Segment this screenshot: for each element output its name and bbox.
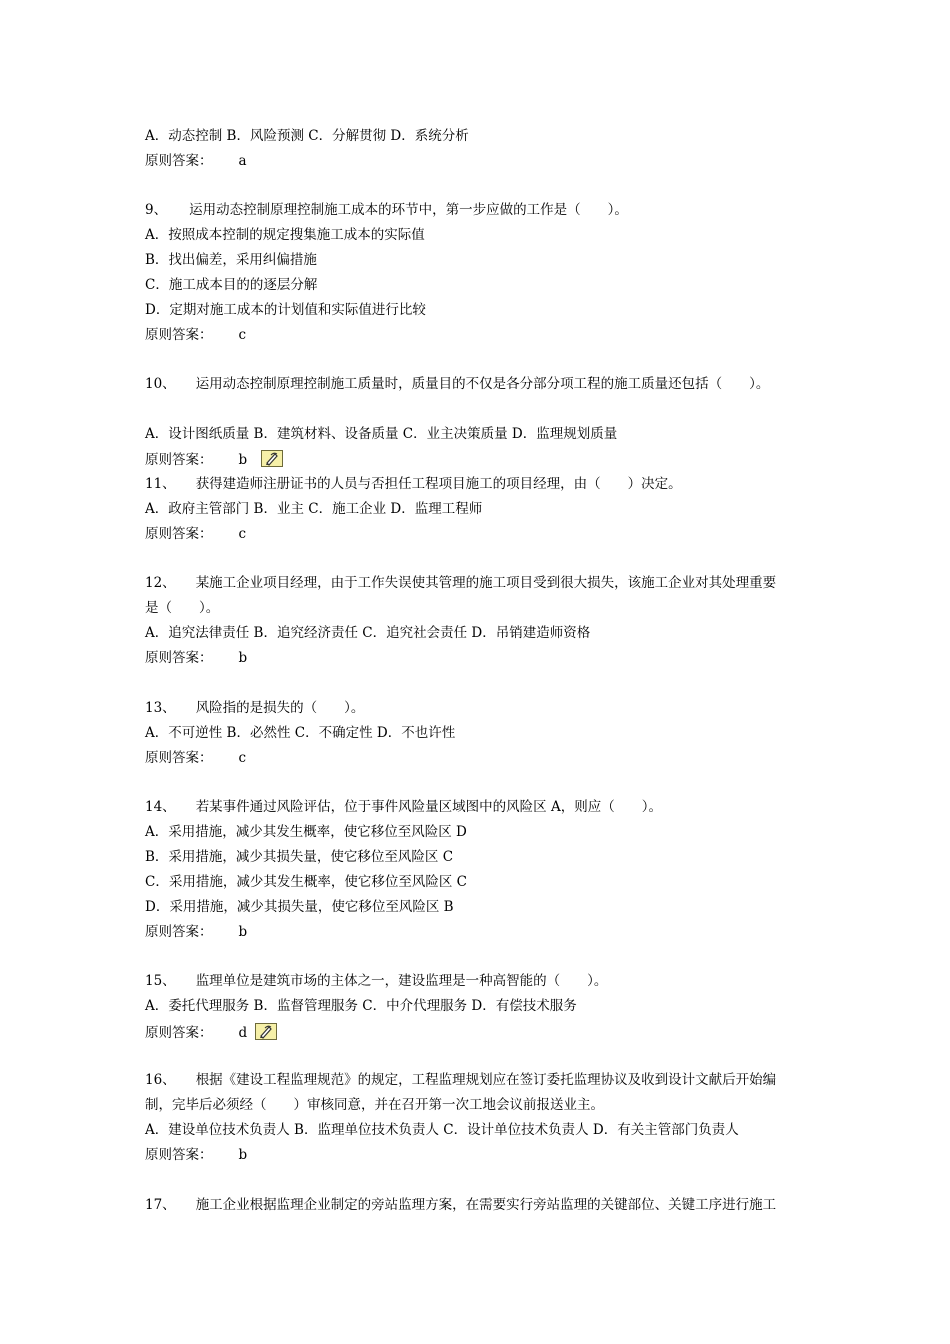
q11-answer: 原则答案： c (145, 526, 247, 542)
annotation-pencil-icon[interactable] (255, 1023, 277, 1040)
annotation-pencil-icon[interactable] (261, 450, 283, 467)
q12-question-cont: 是（ ）。 (145, 600, 220, 616)
q15-answer: 原则答案： d (145, 1023, 277, 1042)
q15-options: A．委托代理服务 B．监督管理服务 C．中介代理服务 D．有偿技术服务 (145, 998, 577, 1014)
q17-question: 17、 施工企业根据监理企业制定的旁站监理方案，在需要实行旁站监理的关键部位、关键工序进行施工 (145, 1197, 777, 1213)
q14-option-c: C．采用措施，减少其发生概率，使它移位至风险区 C (145, 874, 467, 890)
q13-options: A．不可逆性 B．必然性 C．不确定性 D．不也许性 (145, 725, 456, 741)
q15-question: 15、 监理单位是建筑市场的主体之一，建设监理是一种高智能的（ ）。 (145, 973, 608, 989)
q13-question: 13、 风险指的是损失的（ ）。 (145, 700, 365, 716)
q14-answer: 原则答案： b (145, 924, 248, 940)
q12-question: 12、 某施工企业项目经理，由于工作失误使其管理的施工项目受到很大损失，该施工企业对其处理重要 (145, 575, 777, 591)
q14-option-d: D．采用措施，减少其损失量，使它移位至风险区 B (145, 899, 454, 915)
q14-option-a: A．采用措施，减少其发生概率，使它移位至风险区 D (145, 824, 467, 840)
q14-option-b: B．采用措施，减少其损失量，使它移位至风险区 C (145, 849, 454, 865)
q9-option-c: C．施工成本目的的逐层分解 (145, 277, 318, 293)
q9-option-a: A．按照成本控制的规定搜集施工成本的实际值 (145, 227, 425, 243)
q8-options: A．动态控制 B．风险预测 C．分解贯彻 D．系统分析 (145, 128, 469, 144)
q9-answer: 原则答案： c (145, 327, 247, 343)
q11-question: 11、 获得建造师注册证书的人员与否担任工程项目施工的项目经理，由（ ）决定。 (145, 476, 682, 492)
q9-question: 9、 运用动态控制原理控制施工成本的环节中，第一步应做的工作是（ ）。 (145, 202, 628, 218)
q16-question: 16、 根据《建设工程监理规范》的规定，工程监理规划应在签订委托监理协议及收到设计文献后开始编 (145, 1072, 777, 1088)
q16-options: A．建设单位技术负责人 B．监理单位技术负责人 C．设计单位技术负责人 D．有关主管部门负责人 (145, 1122, 739, 1138)
q13-answer: 原则答案： c (145, 750, 247, 766)
q16-question-cont: 制，完毕后必须经（ ）审核同意，并在召开第一次工地会议前报送业主。 (145, 1097, 604, 1113)
q14-question: 14、 若某事件通过风险评估，位于事件风险量区域图中的风险区 A，则应（ ）。 (145, 799, 662, 815)
q12-options: A．追究法律责任 B．追究经济责任 C．追究社会责任 D．吊销建造师资格 (145, 625, 591, 641)
q10-question: 10、 运用动态控制原理控制施工质量时，质量目的不仅是各分部分项工程的施工质量还包括（ ）。 (145, 376, 770, 392)
q12-answer: 原则答案： b (145, 650, 248, 666)
q9-option-b: B．找出偏差，采用纠偏措施 (145, 252, 317, 268)
q9-option-d: D．定期对施工成本的计划值和实际值进行比较 (145, 302, 426, 318)
q16-answer: 原则答案： b (145, 1147, 248, 1163)
q8-answer: 原则答案： a (145, 153, 247, 169)
q11-options: A．政府主管部门 B．业主 C．施工企业 D．监理工程师 (145, 501, 483, 517)
q10-answer: 原则答案： b (145, 450, 283, 469)
q10-options: A．设计图纸质量 B．建筑材料、设备质量 C．业主决策质量 D．监理规划质量 (145, 426, 618, 442)
